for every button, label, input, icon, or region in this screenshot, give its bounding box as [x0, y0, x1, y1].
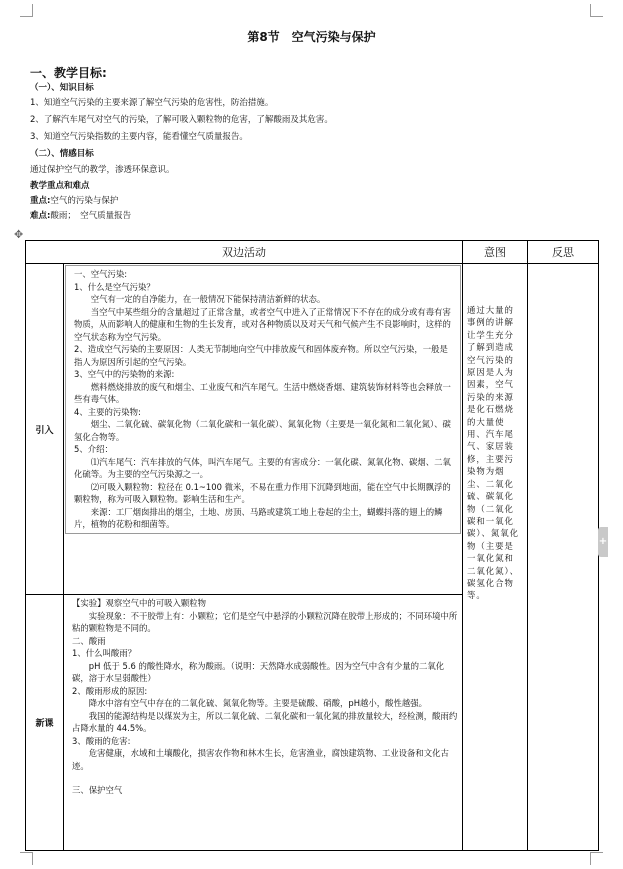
content-line: 4、主要的污染物: [74, 406, 141, 417]
emotion-text: 通过保护空气的教学，渗透环保意识。 [30, 165, 175, 175]
key-point-text: 空气的污染与保护 [50, 196, 119, 206]
content-line: 来源：工厂烟囱排出的烟尘，土地、房顶、马路或建筑工地上卷起的尘土，蝴蝶抖落的翅上的鳞片，植物的花粉和细菌等。 [74, 506, 443, 529]
lesson-plan-table [25, 240, 599, 851]
row-label-intro: 引入 [26, 264, 64, 595]
content-line: 2、酸雨形成的原因: [72, 685, 148, 696]
reflection-cell [528, 264, 599, 851]
knowledge-item: 2、了解汽车尾气对空气的污染，了解可吸入颗粒物的危害，了解酸雨及其危害。 [30, 115, 333, 125]
header-activity: 双边活动 [26, 241, 463, 264]
key-difficulty-heading: 教学重点和难点 [30, 181, 90, 191]
intent-cell [463, 264, 528, 851]
document-title: 第8节 空气污染与保护 [247, 30, 376, 44]
page-corner-mark [20, 4, 33, 17]
header-reflection: 反思 [528, 241, 599, 264]
content-line: ⑴汽车尾气：汽车排放的气体，叫汽车尾气。主要的有害成分：一氧化碳、氮氧化物、碳烟、二氧化硫等。为主要的空气污染源之一。 [74, 456, 451, 479]
side-panel-expand-icon[interactable]: + [598, 527, 608, 557]
difficulty-label: 难点: [30, 211, 51, 221]
new-lesson-content [64, 595, 462, 799]
content-line: 空气有一定的自净能力，在一般情况下能保持清洁新鲜的状态。 [90, 294, 326, 304]
knowledge-item: 1、知道空气污染的主要来源了解空气污染的危害性，防治措施。 [30, 98, 274, 108]
content-line: 1、什么叫酸雨？ [72, 648, 136, 658]
table-row [26, 264, 599, 595]
page-corner-mark [20, 852, 33, 865]
intro-content [65, 265, 461, 534]
content-line: ⑵可吸入颗粒物：粒径在 0.1~100 微米，不易在重力作用下沉降到地面，能在空气中长期飘浮的颗粒物，称为可吸入颗粒物。影响生活和生产。 [74, 481, 451, 504]
emotion-heading: （二）、情感目标 [30, 149, 94, 159]
page-corner-mark [590, 852, 603, 865]
content-line: 当空气中某些组分的含量超过了正常含量，或者空气中进入了正常情况下不存在的成分或有毒有害物质，从而影响人的健康和生物的生长发育，或对各种物质以及对天气和气候产生不良影响时，这样的空气状态称为空气污染。 [74, 306, 451, 342]
content-line: 5、介绍： [74, 444, 113, 454]
key-point-label: 重点: [30, 196, 51, 206]
content-line: 我国的能源结构是以煤炭为主，所以二氧化硫、二氧化碳和一氧化氮的排放量较大，经检测，酸雨约占降水量的 44.5%。 [72, 710, 458, 733]
content-line: 二、酸雨 [72, 635, 106, 646]
page-corner-mark [590, 4, 603, 17]
intent-text: 通过大量的事例的讲解让学生充分了解到造成空气污染的原因是人为因素，空气污染的来源是化石燃烧的大量使用、汽车尾气、家居装修，主要污染物为烟尘、二氧化硫、碳氧化物（二氧化碳和一氧化碳）、氮氧化物（主要是一氧化氮和二氧化氮）、碳氢化合物等。 [467, 305, 520, 601]
content-line: 实验现象：不干胶带上有：小颗粒；它们是空气中悬浮的小颗粒沉降在胶带上形成的；不同环境中所粘的颗粒物是不同的。 [72, 610, 458, 633]
new-lesson-content-cell [64, 595, 463, 851]
content-line: pH 低于 5.6 的酸性降水，称为酸雨。（说明：天然降水成弱酸性。因为空气中含有少量的二氧化碳，溶于水呈弱酸性） [72, 660, 445, 683]
content-line: 三、保护空气 [72, 785, 123, 795]
header-intent: 意图 [463, 241, 528, 264]
content-line: 3、酸雨的危害: [72, 735, 131, 746]
content-line: 燃料燃烧排放的废气和烟尘、工业废气和汽车尾气。生活中燃烧香烟、建筑装饰材料等也会释放一些有毒气体。 [74, 381, 451, 404]
content-line: 2、造成空气污染的主要原因：人类无节制地向空气中排放废气和固体废弃物。所以空气污染，一般是指人为原因所引起的空气污染。 [74, 344, 448, 367]
knowledge-item: 3、知道空气污染指数的主要内容，能看懂空气质量报告。 [30, 132, 248, 142]
difficulty-text: 酸雨； 空气质量报告 [50, 211, 132, 221]
content-line: 【实验】观察空气中的可吸入颗粒物 [72, 598, 206, 608]
content-line [72, 772, 458, 784]
content-line: 降水中溶有空气中存在的二氧化硫、氮氧化物等。主要是硫酸、硝酸，pH越小，酸性越强。 [88, 698, 428, 708]
content-line: 烟尘、二氧化硫、碳氧化物（二氧化碳和一氧化碳）、氮氧化物（主要是一氧化氮和二氧化氮）、碳氢化合物等。 [74, 419, 451, 442]
row-label-new-lesson: 新课 [26, 595, 64, 851]
key-point [30, 195, 118, 207]
table-move-handle-icon[interactable]: ✥ [14, 228, 24, 241]
table-header-row [26, 241, 599, 264]
content-line: 3、空气中的污染物的来源: [74, 369, 175, 379]
content-line: 1、什么是空气污染？ [74, 281, 155, 292]
knowledge-heading: （一）、知识目标 [30, 83, 94, 93]
goals-heading: 一、教学目标: [30, 66, 107, 80]
content-line: 危害健康，水域和土壤酸化，损害农作物和林木生长，危害渔业，腐蚀建筑物、工业设备和文化古迹。 [72, 748, 449, 771]
difficulty-point [30, 210, 131, 222]
content-line: 一、空气污染: [74, 269, 128, 279]
intro-content-cell [64, 264, 463, 595]
